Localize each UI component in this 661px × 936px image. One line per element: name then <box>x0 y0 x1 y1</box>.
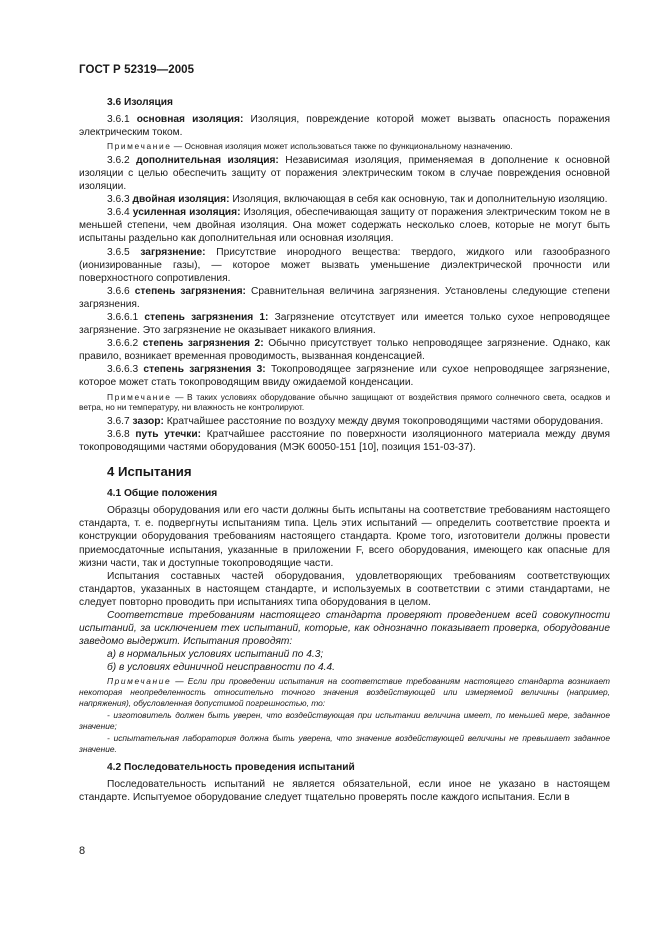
clause-3-6-6-1 <box>79 311 610 337</box>
clause-term: усиленная изоляция: <box>132 207 241 219</box>
clause-number: 3.6.3 <box>107 194 130 206</box>
clause-number: 3.6.7 <box>107 415 130 427</box>
clause-3-6-8 <box>79 428 610 454</box>
page-content <box>79 96 610 804</box>
clause-term: путь утечки: <box>135 428 202 440</box>
clause-term: зазор: <box>132 415 164 427</box>
clause-text: Загрязнение отсутствует или имеется только сухое непроводящее загрязнение. Это загрязнение не оказывает никакого влияния. <box>79 312 610 337</box>
clause-text: Изоляция, повреждение которой может вызвать опасность поражения электрическим током. <box>79 114 610 139</box>
paragraph-4-1-a: Образцы оборудования или его части должны быть испытаны на соответствие требованиям настоящего стандарта, т. е. подвергнуты испытаниям типа. Цель этих испытаний — определить соответствие проекта и конструкции оборудования требованиям настоящего стандарта. Кроме того, изготовители должны провести приемосдаточные испытания, указанные в приложении F, всего оборудования, имеющего как опасные для жизни части, так и доступные токопроводящие части. <box>79 505 610 569</box>
clause-number: 3.6.6.3 <box>107 364 139 376</box>
clause-number: 3.6.8 <box>107 428 130 440</box>
paragraph-4-1-c: Соответствие требованиям настоящего стандарта проверяют проведением всей совокупности испытаний, за исключением тех испытаний, которые, как однозначно показывает проверка, оборудование заведомо выдержит. Испытания проводят: <box>79 609 610 648</box>
clause-term: степень загрязнения: <box>134 285 246 297</box>
clause-term: степень загрязнения 3: <box>143 364 266 376</box>
list-item-a: а) в нормальных условиях испытаний по 4.3; <box>107 649 324 661</box>
clause-term: дополнительная изоляция: <box>136 154 279 166</box>
note-3-item-1: - изготовитель должен быть уверен, что воздействующая при испытании величина имеет, по меньшей мере, заданное значение; <box>79 710 610 731</box>
clause-text: Обычно присутствует только непроводящее загрязнение. Однако, как правило, возникает временная проводимость, вызванная конденсацией. <box>79 338 610 363</box>
clause-term: загрязнение: <box>140 246 206 258</box>
clause-text: Изоляция, включающая в себя как основную, так и дополнительную изоляцию. <box>232 194 608 206</box>
clause-number: 3.6.6.1 <box>107 312 139 323</box>
paragraph-4-2: Последовательность испытаний не является обязательной, если иное не указано в настоящем стандарте. Испытуемое оборудование следует тщательно проверять после каждого испытания. Если в <box>79 778 610 803</box>
clause-term: двойная изоляция: <box>132 194 230 206</box>
clause-text: Токопроводящее загрязнение или сухое непроводящее загрязнение, которое может стать токопроводящим ввиду ожидаемой конденсации. <box>79 364 610 389</box>
clause-text: Изоляция, обеспечивающая защиту от поражения электрическим током не в меньшей степени, чем двойная изоляция. Она может содержать несколько слоев, которые не могут быть испытаны раздельно как дополнительная или основная изоляция. <box>79 207 610 245</box>
clause-text: Независимая изоляция, применяемая в дополнение к основной изоляции с целью обеспечить защиту от поражения электрическим током в случае повреждения основной изоляции. <box>79 154 610 193</box>
clause-3-6-5 <box>79 246 610 285</box>
section-heading-3-6: 3.6 Изоляция <box>107 97 173 108</box>
note-text: — Если при проведении испытания на соответствие требованиям настоящего стандарта возникает некоторая неопределенность относительно точного значения воздействующей или измеряемой величины (например, напряжения), обусловленная допустимой погрешностью, то: <box>79 676 610 708</box>
note-1 <box>79 141 610 152</box>
clause-text: Кратчайшее расстояние по поверхности изоляционного материала между двумя токопроводящими частями оборудования (МЭК 60050-151 [10], позиция 151-03-37). <box>79 428 610 453</box>
note-2 <box>79 392 610 413</box>
note-label: Примечание <box>107 141 172 152</box>
clause-3-6-7 <box>79 415 610 428</box>
clause-text: Сравнительная величина загрязнения. Установлены следующие степени загрязнения. <box>79 285 610 310</box>
page-number: 8 <box>79 845 86 857</box>
clause-number: 3.6.4 <box>107 207 130 219</box>
note-text: — В таких условиях оборудование обычно защищают от воздействия прямого солнечного света, осадков и ветра, но ни температуру, ни влажность не контролируют. <box>79 391 610 413</box>
clause-3-6-6-2 <box>79 337 610 363</box>
clause-3-6-3 <box>79 193 610 206</box>
note-label: Примечание <box>107 676 172 687</box>
note-text: — Основная изоляция может использоваться также по функциональному назначению. <box>171 141 513 152</box>
section-heading-4: 4 Испытания <box>107 464 192 480</box>
clause-text: Присутствие инородного вещества: твердого, жидкого или газообразного (ионизированные газы), — которое может вызвать уменьшение диэлектрической прочности или поверхностного сопротивления. <box>79 246 611 284</box>
note-label: Примечание <box>107 391 172 402</box>
clause-3-6-2 <box>79 154 610 193</box>
note-3-item-2: - испытательная лаборатория должна быть уверена, что значение воздействующей величины не превышает заданное значение. <box>79 733 610 754</box>
clause-number: 3.6.2 <box>107 154 130 166</box>
clause-3-6-1 <box>79 113 610 139</box>
clause-term: степень загрязнения 1: <box>144 312 269 323</box>
clause-number: 3.6.1 <box>107 114 130 126</box>
clause-number: 3.6.6.2 <box>107 338 139 350</box>
clause-3-6-6-3 <box>79 363 610 389</box>
paragraph-4-1-b: Испытания составных частей оборудования, удовлетворяющих требованиям соответствующих стандартов, указанных в настоящем стандарте, и используемых в соответствии с этими стандартами, не следует повторно проводить при испытаниях типа оборудования в целом. <box>79 570 610 608</box>
clause-number: 3.6.6 <box>107 285 130 297</box>
clause-term: степень загрязнения 2: <box>142 338 264 350</box>
clause-3-6-6 <box>79 285 610 311</box>
section-heading-4-2: 4.2 Последовательность проведения испытаний <box>107 761 355 773</box>
clause-number: 3.6.5 <box>107 246 130 258</box>
clause-term: основная изоляция: <box>136 114 244 126</box>
clause-text: Кратчайшее расстояние по воздуху между двумя токопроводящими частями оборудования. <box>166 415 604 427</box>
note-3 <box>79 676 610 708</box>
document-code: ГОСТ Р 52319—2005 <box>79 64 195 76</box>
clause-3-6-4 <box>79 206 610 245</box>
section-heading-4-1: 4.1 Общие положения <box>107 488 218 500</box>
list-item-b: б) в условиях единичной неисправности по 4.4. <box>107 662 335 674</box>
